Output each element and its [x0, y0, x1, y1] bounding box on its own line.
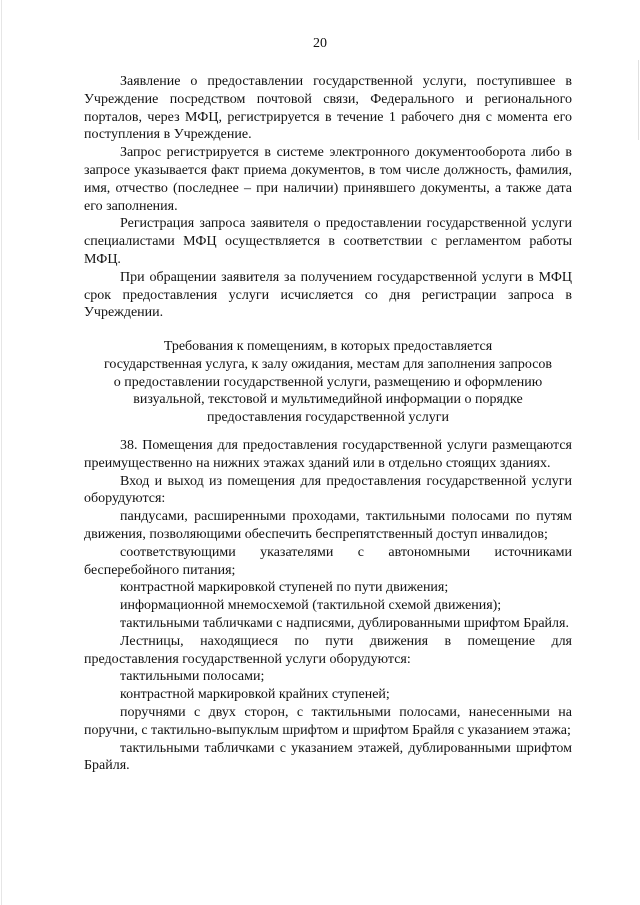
section-heading	[84, 338, 572, 427]
paragraph: тактильными табличками с надписями, дублированными шрифтом Брайля.	[120, 615, 569, 631]
heading-line: о предоставлении государственной услуги, размещению и оформлению	[113, 374, 543, 390]
paragraph: контрастной маркировкой ступеней по пути движения;	[120, 580, 449, 596]
heading-line: предоставления государственной услуги	[207, 410, 449, 426]
heading-line: Требования к помещениям, в которых предоставляется	[163, 339, 493, 354]
paragraph: информационной мнемосхемой (тактильной схемой движения);	[120, 598, 502, 614]
heading-line: визуальной, текстовой и мультимедийной информации о порядке	[133, 392, 523, 408]
heading-line: государственная услуга, к залу ожидания, местам для заполнения запросов	[103, 356, 553, 372]
scan-edge-left	[1, 0, 2, 905]
paragraph: Вход и выход из помещения для предоставления государственной услуги оборудуются:	[84, 473, 572, 507]
paragraph: Запрос регистрируется в системе электронного документооборота либо в запросе указывается факт приема документов, в том числе должность, фамилия, имя, отчество (последнее – при наличии) принявшего документы, а также дата его заполнения.	[84, 145, 572, 214]
paragraph: Заявление о предоставлении государственной услуги, поступившее в Учреждение посредством почтовой связи, Федерального и регионального порталов, через МФЦ, регистрируется в течение 1 рабочего дня с момента его поступления в Учреждение.	[84, 74, 572, 143]
paragraph: 38. Помещения для предоставления государственной услуги размещаются преимущественно на нижних этажах зданий или в отдельно стоящих зданиях.	[84, 438, 572, 471]
paragraph: соответствующими указателями с автономными источниками бесперебойного питания;	[84, 544, 572, 578]
paragraph: тактильными полосами;	[120, 669, 265, 685]
paragraph: При обращении заявителя за получением государственной услуги в МФЦ срок предоставления услуги исчисляется со дня регистрации запроса в Учреждении.	[84, 269, 572, 321]
paragraph: тактильными табличками с указанием этажей, дублированными шрифтом Брайля.	[84, 740, 572, 774]
paragraph: Лестницы, находящиеся по пути движения в помещение для предоставления государственной услуги оборудуются:	[84, 633, 572, 667]
intro-section	[84, 73, 572, 322]
paragraph: контрастной маркировкой крайних ступеней;	[120, 687, 390, 703]
paragraph: пандусами, расширенными проходами, тактильными полосами по путям движения, позволяющими обеспечить беспрепятственный доступ инвалидов;	[84, 509, 572, 542]
paragraph: Регистрация запроса заявителя о предоставлении государственной услуги специалистами МФЦ осуществляется в соответствии с регламентом работы МФЦ.	[84, 216, 572, 267]
paragraph: поручнями с двух сторон, с тактильными полосами, нанесенными на поручни, с тактильно-выпуклым шрифтом и шрифтом Брайля с указанием этажа;	[84, 704, 572, 738]
page-number: 20	[313, 36, 327, 51]
requirements-section	[84, 437, 572, 775]
scan-edge-right	[638, 60, 639, 140]
